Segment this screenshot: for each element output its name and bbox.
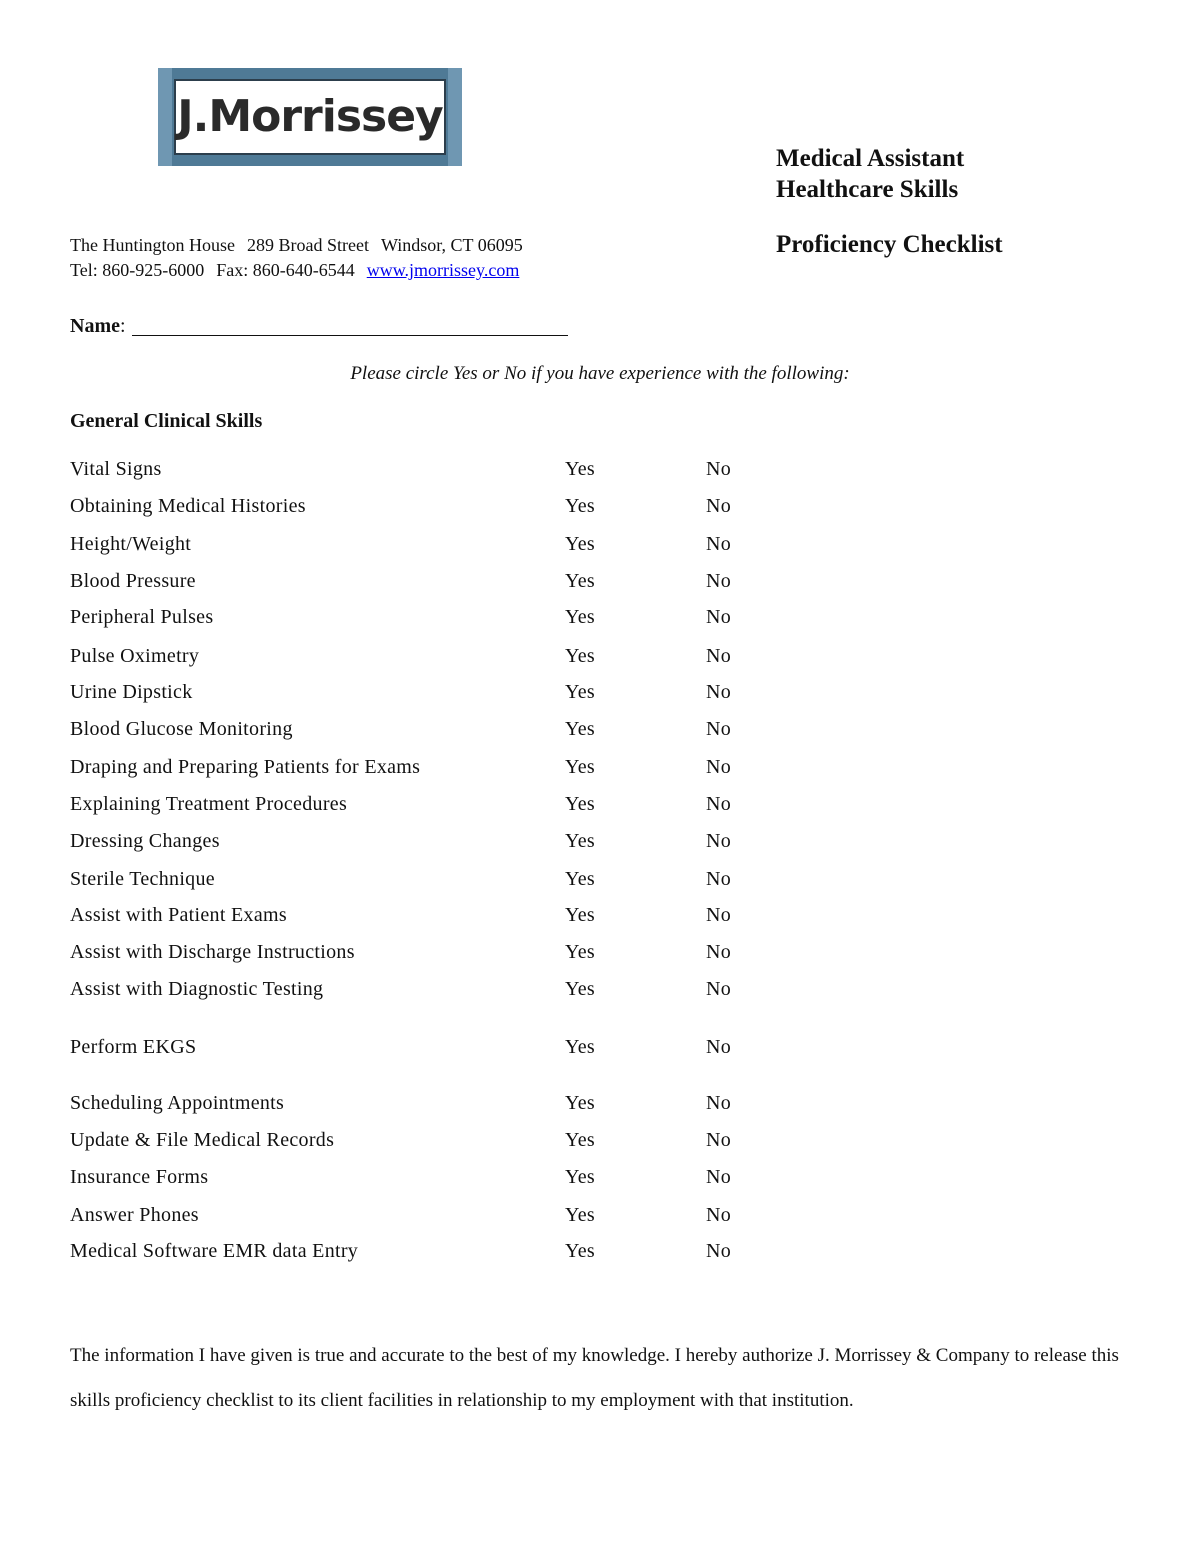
address-place: The Huntington House (70, 235, 235, 255)
skill-row (70, 939, 770, 965)
skill-label: Dressing Changes (70, 830, 220, 852)
yes-option[interactable]: Yes (565, 1204, 596, 1226)
skill-label: Scheduling Appointments (70, 1092, 285, 1114)
skill-label: Vital Signs (70, 458, 162, 480)
skill-row (70, 531, 770, 557)
skill-label: Perform EKGS (70, 1036, 197, 1058)
no-option[interactable]: No (706, 978, 732, 1000)
yes-option[interactable]: Yes (565, 793, 596, 815)
yes-option[interactable]: Yes (565, 1129, 596, 1151)
skill-label: Assist with Patient Exams (70, 904, 287, 926)
no-option[interactable]: No (706, 1036, 732, 1058)
no-option[interactable]: No (706, 533, 732, 555)
no-option[interactable]: No (706, 495, 732, 517)
name-field-row: Name: (70, 312, 568, 340)
skill-row (70, 1127, 770, 1153)
no-option[interactable]: No (706, 718, 732, 740)
yes-option[interactable]: Yes (565, 756, 596, 778)
no-option[interactable]: No (706, 1204, 732, 1226)
yes-option[interactable]: Yes (565, 718, 596, 740)
yes-option[interactable]: Yes (565, 941, 596, 963)
yes-option[interactable]: Yes (565, 570, 596, 592)
skill-row (70, 828, 770, 854)
skill-label: Pulse Oximetry (70, 645, 200, 667)
skill-label: Assist with Discharge Instructions (70, 941, 355, 963)
yes-option[interactable]: Yes (565, 868, 596, 890)
yes-option[interactable]: Yes (565, 904, 596, 926)
skill-label: Update & File Medical Records (70, 1129, 335, 1151)
yes-option[interactable]: Yes (565, 645, 596, 667)
yes-option[interactable]: Yes (565, 681, 596, 703)
title-line-1: Medical Assistant (776, 145, 965, 172)
contact-block (70, 233, 523, 283)
skill-label: Obtaining Medical Histories (70, 495, 306, 517)
no-option[interactable]: No (706, 756, 732, 778)
skill-row (70, 716, 770, 742)
skill-row (70, 456, 770, 482)
logo-frame (174, 79, 446, 155)
no-option[interactable]: No (706, 570, 732, 592)
yes-option[interactable]: Yes (565, 458, 596, 480)
skill-row (70, 679, 770, 705)
skill-row (70, 643, 770, 669)
yes-option[interactable]: Yes (565, 1240, 596, 1262)
skill-label: Insurance Forms (70, 1166, 209, 1188)
skill-row (70, 791, 770, 817)
yes-option[interactable]: Yes (565, 978, 596, 1000)
address-city: Windsor, CT 06095 (380, 235, 523, 255)
authorization-statement: The information I have given is true and accurate to the best of my knowledge. I hereby authorize J. Morrissey & Company to release this skills proficiency checklist to its client facilities in relationship to my employment with that institution. (70, 1345, 1119, 1411)
name-label: Name (70, 315, 120, 337)
yes-option[interactable]: Yes (565, 495, 596, 517)
instruction-text: Please circle Yes or No if you have experience with the following: (350, 363, 850, 384)
logo-wordmark: J.Morrissey (177, 91, 443, 142)
address-line (70, 233, 523, 258)
skill-label: Urine Dipstick (70, 681, 193, 703)
skill-label: Assist with Diagnostic Testing (70, 978, 324, 1000)
skill-row (70, 604, 770, 630)
yes-option[interactable]: Yes (565, 830, 596, 852)
phone-line (70, 258, 523, 283)
fax: Fax: 860-640-6544 (216, 260, 355, 280)
title-line-2: Healthcare Skills (776, 176, 959, 203)
logo-band-left (158, 68, 172, 166)
name-blank-line[interactable] (132, 313, 568, 336)
skill-row (70, 1164, 770, 1190)
skill-label: Height/Weight (70, 533, 192, 555)
skill-row (70, 1202, 770, 1228)
skill-label: Peripheral Pulses (70, 606, 214, 628)
no-option[interactable]: No (706, 606, 732, 628)
yes-option[interactable]: Yes (565, 1166, 596, 1188)
skill-label: Explaining Treatment Procedures (70, 793, 348, 815)
skill-row (70, 568, 770, 594)
address-street: 289 Broad Street (246, 235, 369, 255)
no-option[interactable]: No (706, 793, 732, 815)
no-option[interactable]: No (706, 458, 732, 480)
yes-option[interactable]: Yes (565, 606, 596, 628)
no-option[interactable]: No (706, 904, 732, 926)
no-option[interactable]: No (706, 645, 732, 667)
skill-row (70, 1090, 770, 1116)
skill-row (70, 754, 770, 780)
skill-row (70, 1034, 770, 1060)
website-link[interactable]: www.jmorrissey.com (366, 260, 520, 280)
yes-option[interactable]: Yes (565, 1036, 596, 1058)
skill-label: Sterile Technique (70, 868, 215, 890)
telephone: Tel: 860-925-6000 (70, 260, 205, 280)
logo-band-right (448, 68, 462, 166)
no-option[interactable]: No (706, 941, 732, 963)
skill-row (70, 976, 770, 1002)
no-option[interactable]: No (706, 681, 732, 703)
no-option[interactable]: No (706, 1092, 732, 1114)
skill-label: Answer Phones (70, 1204, 199, 1226)
skill-label: Draping and Preparing Patients for Exams (70, 756, 421, 778)
title-line-3: Proficiency Checklist (776, 231, 1003, 258)
skill-label: Blood Glucose Monitoring (70, 718, 293, 740)
skill-row (70, 866, 770, 892)
no-option[interactable]: No (706, 1129, 732, 1151)
skill-label: Medical Software EMR data Entry (70, 1240, 359, 1262)
no-option[interactable]: No (706, 1166, 732, 1188)
yes-option[interactable]: Yes (565, 1092, 596, 1114)
no-option[interactable]: No (706, 868, 732, 890)
company-logo (158, 68, 462, 166)
yes-option[interactable]: Yes (565, 533, 596, 555)
section-title: General Clinical Skills (70, 410, 263, 432)
document-title (776, 143, 1003, 260)
no-option[interactable]: No (706, 1240, 732, 1262)
skill-row (70, 902, 770, 928)
no-option[interactable]: No (706, 830, 732, 852)
skill-row (70, 493, 770, 519)
skill-row (70, 1238, 770, 1264)
skill-label: Blood Pressure (70, 570, 196, 592)
